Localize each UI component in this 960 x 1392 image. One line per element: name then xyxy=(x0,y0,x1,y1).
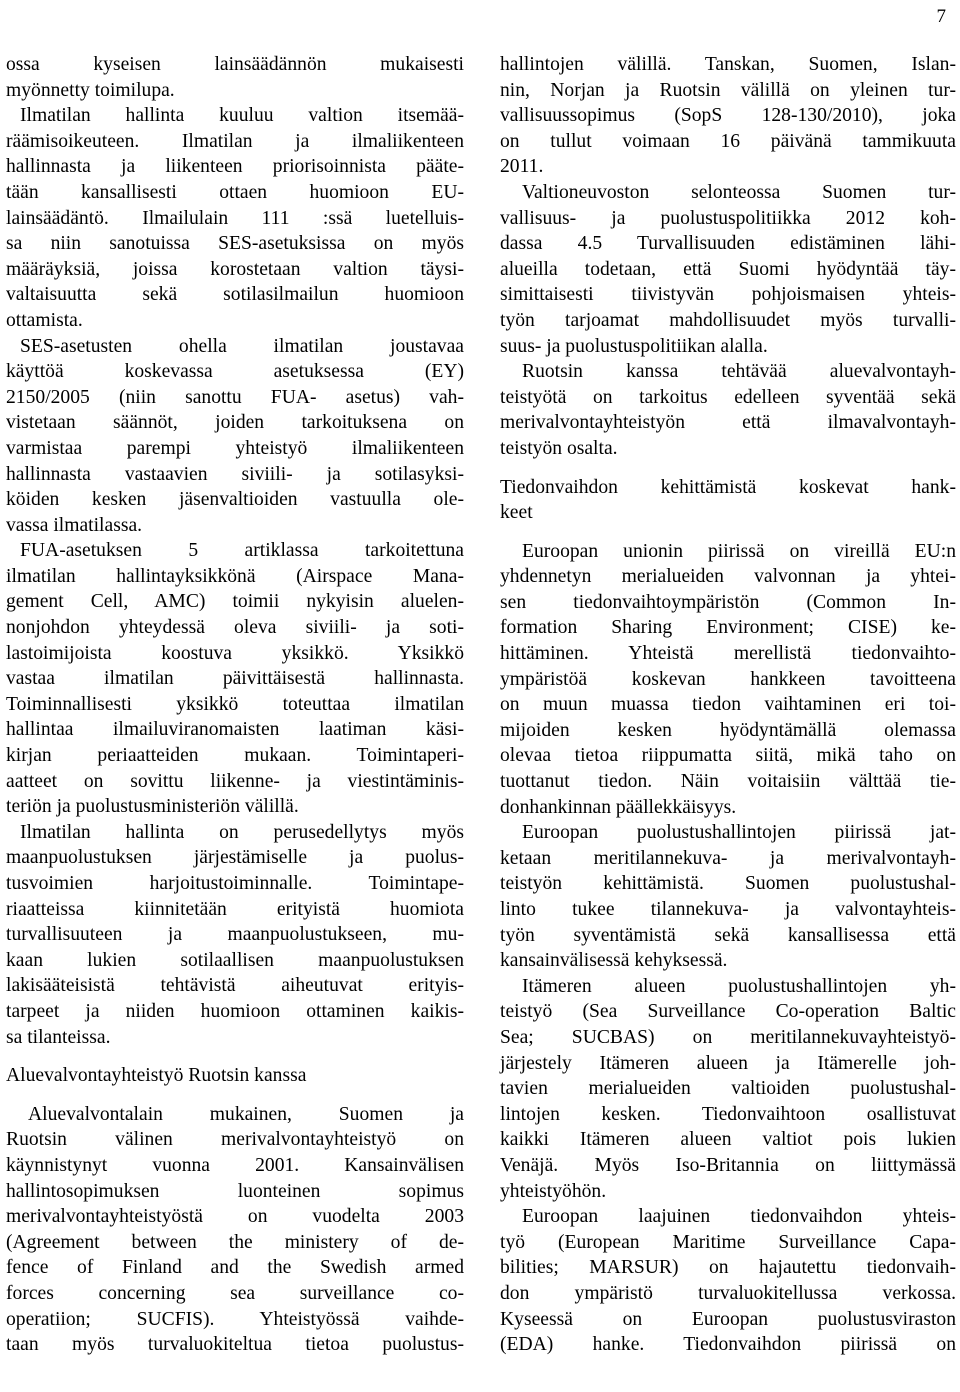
text-line: 2011. xyxy=(500,156,544,178)
text-line: maanpuolustuksen järjestämiselle ja puolus- xyxy=(6,847,464,869)
text-line: Valtioneuvoston selonteossa Suomen tur- xyxy=(522,181,956,203)
text-line: Ruotsin välinen merivalvontayhteistyö on xyxy=(6,1129,464,1151)
text-line: forces concerning sea surveillance co- xyxy=(6,1282,464,1304)
text-line: dassa 4.5 Turvallisuuden edistäminen lähi- xyxy=(500,233,956,255)
text-line: kaikki Itämeren alueen valtiot pois lukien xyxy=(500,1129,956,1151)
text-line: bilities; MARSUR) on hajautettu tiedonvaih- xyxy=(500,1257,956,1279)
text-line: (Agreement between the ministery of de- xyxy=(6,1231,464,1253)
text-line: on tullut voimaan 16 päivänä tammikuuta xyxy=(500,130,956,152)
text-line: ketaan meritilannekuva- ja merivalvontayh- xyxy=(500,847,956,869)
text-line: tarpeet ja niiden huomioon ottaminen kaikis- xyxy=(6,1000,464,1022)
text-line: teistyön osalta. xyxy=(500,437,618,459)
text-line: kirjan periaatteiden mukaan. Toimintaperi- xyxy=(6,745,464,767)
text-line: taan myös turvaluokiteltua tietoa puolustus- xyxy=(6,1334,464,1356)
text-line: merivalvontayhteistyön että ilmavalvontayh- xyxy=(500,412,956,434)
text-line: turvallisuuteen ja maanpuolustukseen, mu- xyxy=(6,924,464,946)
text-line: vastaa ilmatilan päivittäisestä hallinnasta. xyxy=(6,668,464,690)
text-line: ilmatilan hallintayksikkönä (Airspace Mana- xyxy=(6,565,464,587)
text-line: määräyksiä, joissa korostetaan valtion täysi- xyxy=(6,258,464,280)
text-line: Euroopan laajuinen tiedonvaihdon yhteis- xyxy=(522,1206,956,1228)
text-line: käyttöä koskevassa asetuksessa (EY) xyxy=(6,361,464,383)
text-line: kaan lukien sotilaallisen maanpuolustuksen xyxy=(6,949,464,971)
text-line: riaatteissa kiinnitetään erityistä huomiota xyxy=(6,898,464,920)
text-line: yhdennetyn merialueiden valvonnan ja yhtei- xyxy=(500,566,956,588)
text-line: teistyö (Sea Surveillance Co-operation Baltic xyxy=(500,1001,956,1023)
text-line: köiden kesken jäsenvaltioiden vastuulla ole- xyxy=(6,489,464,511)
left-column xyxy=(6,52,464,1358)
text-line: linto tukee tilannekuva- ja valvontayhteis- xyxy=(500,899,956,920)
text-line: tään kansallisesti ottaen huomioon EU- xyxy=(6,181,464,203)
text-line: valtaisuutta sekä sotilasilmailun huomioon xyxy=(6,284,464,306)
text-line: SES-asetusten ohella ilmatilan joustavaa xyxy=(20,335,464,357)
text-line: gement Cell, AMC) toimii nykyisin aluelen- xyxy=(6,591,464,613)
paragraph-gap xyxy=(500,462,956,475)
text-line: simittaisesti tiivistyvän pohjoismaisen yhteis- xyxy=(500,284,956,306)
text-line: Aluevalvontalain mukainen, Suomen ja xyxy=(28,1103,464,1125)
text-line: alueilla todetaan, että Suomi hyödyntää täy- xyxy=(500,258,956,280)
text-line: hallintosopimuksen luonteinen sopimus xyxy=(6,1180,464,1202)
text-line: lastoimijoista koostuva yksikkö. Yksikkö xyxy=(6,642,464,664)
text-line: yhteistyöhön. xyxy=(500,1180,607,1202)
text-line: työn syventämistä sekä kansallisessa että xyxy=(500,924,956,946)
text-line: teistyötä on tarkoitus edelleen syventää sekä xyxy=(500,386,956,408)
text-line: Sea; SUCBAS) on meritilannekuvayhteistyö- xyxy=(500,1026,956,1048)
text-line: työ (European Maritime Surveillance Capa- xyxy=(500,1231,956,1253)
text-line: sa niin sanotuissa SES-asetuksissa on myös xyxy=(6,233,464,255)
text-line: hallintaa ilmailuviranomaisten laatiman käsi- xyxy=(6,719,464,741)
text-line: aatteet on sovittu liikenne- ja viestintäminis- xyxy=(6,770,464,792)
text-line: teistyön kehittämistä. Suomen puolustushal- xyxy=(500,873,956,895)
text-line: varmistaa parempi yhteistyö ilmaliikenteen xyxy=(6,437,464,459)
text-line: FUA-asetuksen 5 artiklassa tarkoitettuna xyxy=(20,540,464,562)
text-line: fence of Finland and the Swedish armed xyxy=(6,1257,464,1279)
text-line: mijoiden kesken hyödyntämällä olemassa xyxy=(500,719,956,741)
text-line: don ympäristö turvaluokitellussa verkossa. xyxy=(500,1282,956,1304)
text-line: Ilmatilan hallinta on perusedellytys myös xyxy=(20,821,464,843)
paragraph-gap xyxy=(6,1089,464,1102)
text-line: Venäjä. Myös Iso-Britannia on liittymässä xyxy=(500,1154,956,1176)
text-line: vistetaan säännöt, joiden tarkoituksena on xyxy=(6,412,464,434)
text-line: on muun muassa tiedon vaihtaminen eri toi- xyxy=(500,694,956,716)
text-line: Euroopan unionin piirissä on vireillä EU:n xyxy=(522,540,956,562)
text-line: hallintojen välillä. Tanskan, Suomen, Islan- xyxy=(500,54,956,75)
right-column xyxy=(500,52,956,1358)
text-line: teriön ja puolustusministeriön välillä. xyxy=(6,796,299,818)
text-line: 2150/2005 (niin sanottu FUA- asetus) vah- xyxy=(6,386,464,408)
text-line: vallisuussopimus (SopS 128-130/2010), joka xyxy=(500,105,956,127)
text-line: Toiminnallisesti yksikkö toteuttaa ilmatilan xyxy=(6,693,464,715)
section-heading: Aluevalvontayhteistyö Ruotsin kanssa xyxy=(6,1065,307,1087)
text-line: donhankinnan päällekkäisyys. xyxy=(500,796,737,818)
text-line: järjestely Itämeren alueen ja Itämerelle joh- xyxy=(500,1052,956,1074)
section-heading: keet xyxy=(500,502,533,524)
text-line: suus- ja puolustuspolitiikan alalla. xyxy=(500,335,768,357)
paragraph-gap xyxy=(500,526,956,539)
text-line: Ruotsin kanssa tehtävää aluevalvontayh- xyxy=(522,361,956,383)
text-line: olevaa tietoa riippumatta siitä, mikä taho on xyxy=(500,745,956,767)
text-line: tusvoimien harjoitustoiminnalle. Toimintape- xyxy=(6,873,464,894)
text-line: (EDA) hanke. Tiedonvaihdon piirissä on xyxy=(500,1334,956,1356)
text-line: lakisääteisistä tehtävistä aiheutuvat erityis- xyxy=(6,975,464,997)
text-line: myönnetty toimilupa. xyxy=(6,79,175,101)
text-line: lintojen kesken. Tiedonvaihtoon osallistuvat xyxy=(500,1103,956,1125)
text-line: tavien merialueiden valtioiden puolustushal- xyxy=(500,1078,956,1100)
text-line: nin, Norjan ja Ruotsin välillä on yleinen tur- xyxy=(500,79,956,101)
section-heading: Tiedonvaihdon kehittämistä koskevat hank- xyxy=(500,476,956,498)
text-line: merivalvontayhteistyöstä on vuodelta 2003 xyxy=(6,1206,464,1228)
text-line: operatiion; SUCFIS). Yhteistyössä vaihde- xyxy=(6,1308,464,1330)
text-line: sen tiedonvaihtoympäristön (Common In- xyxy=(500,591,956,613)
text-line: räämisoikeuteen. Ilmatilan ja ilmaliikenteen xyxy=(6,130,464,152)
text-line: formation Sharing Environment; CISE) ke- xyxy=(500,617,956,639)
text-line: käynnistynyt vuonna 2001. Kansainvälisen xyxy=(6,1154,464,1176)
text-line: nonjohdon yhteydessä oleva siviili- ja soti- xyxy=(6,617,464,639)
text-line: työn tarjoamat mahdollisuudet myös turvalli- xyxy=(500,309,956,331)
paragraph-gap xyxy=(6,1050,464,1063)
text-line: ympäristöä koskevan hankkeen tavoitteena xyxy=(500,668,956,690)
text-line: hittäminen. Yhteistä merellistä tiedonvaihto- xyxy=(500,643,956,665)
text-line: vassa ilmatilassa. xyxy=(6,514,143,536)
text-line: Kyseessä on Euroopan puolustusviraston xyxy=(500,1308,956,1330)
text-line: ottamista. xyxy=(6,309,83,331)
text-line: ossa kyseisen lainsäädännön mukaisesti xyxy=(6,54,464,75)
text-line: kansainvälisessä kehyksessä. xyxy=(500,950,728,972)
text-line: sa tilanteissa. xyxy=(6,1026,111,1048)
text-line: Euroopan puolustushallintojen piirissä jat- xyxy=(522,822,956,844)
text-line: Ilmatilan hallinta kuuluu valtion itsemää- xyxy=(20,105,464,127)
page-number: 7 xyxy=(936,6,946,27)
text-line: hallinnasta vastaavien siviili- ja sotilasyksi- xyxy=(6,463,464,485)
text-line: vallisuus- ja puolustuspolitiikka 2012 koh- xyxy=(500,207,956,229)
text-line: Itämeren alueen puolustushallintojen yh- xyxy=(522,975,956,997)
text-line: lainsäädäntö. Ilmailulain 111 :ssä luetelluis- xyxy=(6,207,464,229)
text-line: hallinnasta ja liikenteen priorisoinnista pääte- xyxy=(6,156,464,178)
text-line: tuottanut tiedon. Näin voitaisiin välttää tie- xyxy=(500,771,956,793)
